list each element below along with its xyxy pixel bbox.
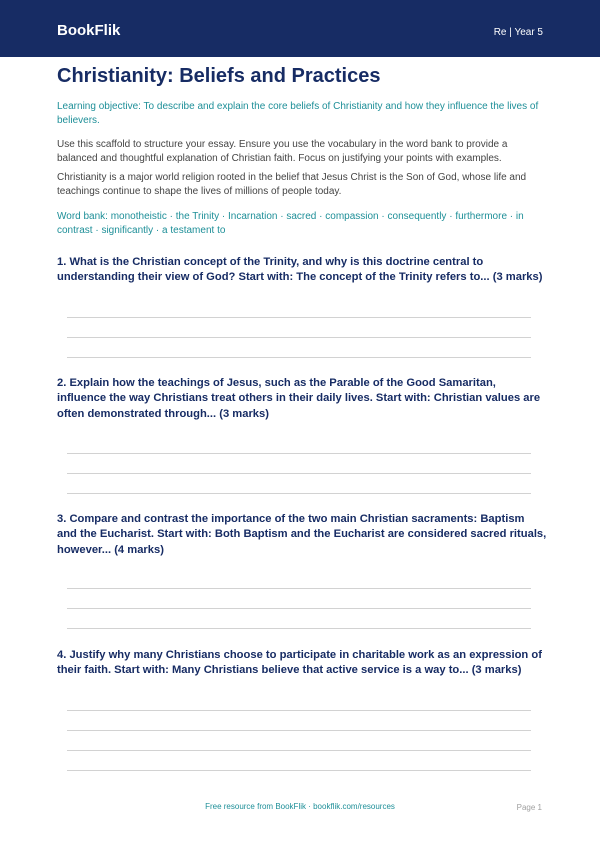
page-header bbox=[0, 0, 600, 57]
instructions-text: Use this scaffold to structure your essay. Ensure you use the vocabulary in the word bank to provide a balanced and thoughtful explanation of Christian faith. Focus on justifying your points with examples. bbox=[57, 139, 508, 164]
intro-text: Christianity is a major world religion rooted in the belief that Jesus Christ is the Son of God, whose life and teachings continue to shape the lives of millions of people today. bbox=[57, 172, 527, 197]
question-4: 4. Justify why many Christians choose to participate in charitable work as an expression of their faith. Start with: Many Christians believe that active service is a way to... (3 marks) bbox=[57, 649, 542, 677]
question-1: 1. What is the Christian concept of the Trinity, and why is this doctrine central to understanding their view of God? Start with: The concept of the Trinity refers to... (3 marks) bbox=[57, 256, 543, 284]
answer-line[interactable] bbox=[67, 473, 531, 474]
answer-line[interactable] bbox=[67, 628, 531, 629]
answer-line[interactable] bbox=[67, 357, 531, 358]
answer-line[interactable] bbox=[67, 317, 531, 318]
footer-credit[interactable]: Free resource from BookFlik · bookflik.com/resources bbox=[205, 802, 395, 811]
answer-line[interactable] bbox=[67, 608, 531, 609]
answer-line[interactable] bbox=[67, 337, 531, 338]
brand-logo[interactable]: BookFlik bbox=[57, 22, 121, 39]
answer-line[interactable] bbox=[67, 493, 531, 494]
answer-line[interactable] bbox=[67, 770, 531, 771]
learning-objective: Learning objective: To describe and explain the core beliefs of Christianity and how they influence the lives of believers. bbox=[57, 101, 539, 126]
answer-line[interactable] bbox=[67, 750, 531, 751]
subject-year-label: Re | Year 5 bbox=[493, 27, 543, 38]
question-3: 3. Compare and contrast the importance of the two main Christian sacraments: Baptism and the Eucharist. Start with: Both Baptism and the Eucharist are considered sacred rituals, however... (4 marks) bbox=[57, 513, 547, 556]
word-bank: Word bank: monotheistic · the Trinity · Incarnation · sacred · compassion · consequently · furthermore · in contrast · significantly · a testament to bbox=[57, 211, 524, 236]
answer-line[interactable] bbox=[67, 588, 531, 589]
answer-line[interactable] bbox=[67, 730, 531, 731]
page-title: Christianity: Beliefs and Practices bbox=[57, 65, 381, 87]
answer-line[interactable] bbox=[67, 710, 531, 711]
question-2: 2. Explain how the teachings of Jesus, such as the Parable of the Good Samaritan, influence the way Christians treat others in their daily lives. Start with: Christian values are often demonstrated through... (3 marks) bbox=[57, 377, 541, 420]
page-number: Page 1 bbox=[516, 803, 542, 812]
answer-line[interactable] bbox=[67, 453, 531, 454]
